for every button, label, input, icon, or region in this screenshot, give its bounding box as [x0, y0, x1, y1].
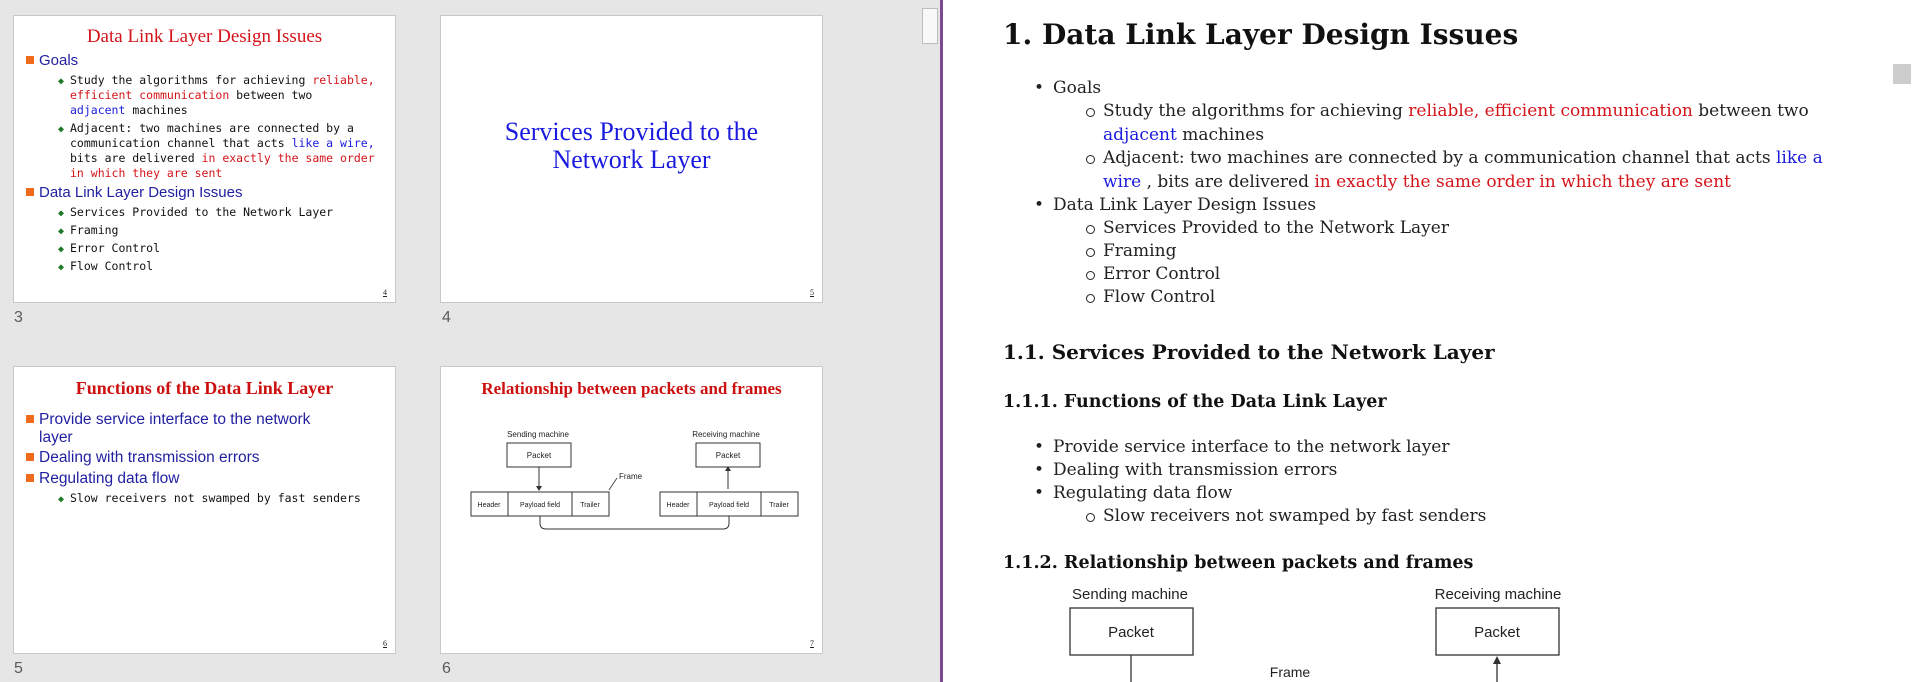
frame-label: Frame — [619, 472, 643, 481]
packet-label: Packet — [1108, 624, 1154, 641]
list-item: • Regulating data flow — [1053, 482, 1232, 505]
list-item: Study the algorithms for achieving reliable, efficient communication between two adjacent machines — [1103, 100, 1863, 147]
slide-sub-bullet: ◆ Study the algorithms for achieving reliable, — [58, 73, 375, 87]
slide-page-number: 7 — [810, 639, 814, 648]
svg-text:Trailer: Trailer — [769, 502, 789, 509]
sending-machine-label: Sending machine — [1072, 586, 1188, 603]
svg-text:Trailer: Trailer — [580, 502, 600, 509]
slide-title: Functions of the Data Link Layer — [75, 378, 334, 398]
heading-3: 1.1.1. Functions of the Data Link Layer — [1003, 392, 1387, 412]
slide-bullet: Provide service interface to the network — [39, 411, 310, 429]
document-scrollbar-thumb[interactable] — [1893, 64, 1911, 84]
list-item: • Dealing with transmission errors — [1053, 459, 1337, 482]
slide-sub-bullet-cont: bits are delivered in exactly the same order — [70, 151, 375, 165]
slide-bullet-cont: layer — [39, 429, 73, 446]
list-item: • Data Link Layer Design Issues — [1053, 194, 1316, 217]
frame-label: Frame — [1269, 664, 1311, 680]
list-item: Framing — [1103, 240, 1863, 264]
slide-page-number: 6 — [383, 639, 387, 648]
packet-frame-diagram — [1060, 582, 1580, 682]
slide-thumbnail-3[interactable] — [13, 15, 396, 303]
slide-sub-bullet-cont: efficient communication between two — [70, 88, 313, 102]
receiving-machine-label: Receiving machine — [1434, 586, 1562, 603]
slide-sub-bullet: ◆ Services Provided to the Network Layer — [58, 205, 334, 219]
sending-machine-label: Sending machine — [507, 430, 569, 439]
slide-frame-diagram — [441, 427, 823, 587]
slide-sub-bullet: ◆ Slow receivers not swamped by fast senders — [58, 491, 361, 505]
slide-thumbnail-4[interactable] — [440, 15, 823, 303]
list-item: Services Provided to the Network Layer — [1103, 217, 1863, 241]
svg-text:Header: Header — [666, 502, 690, 509]
heading-3: 1.1.2. Relationship between packets and frames — [1003, 553, 1474, 573]
slide-thumbnail-6[interactable] — [440, 366, 823, 654]
slide-title: Data Link Layer Design Issues — [86, 26, 323, 47]
heading-1: 1. Data Link Layer Design Issues — [1003, 18, 1519, 51]
list-item: • Provide service interface to the network layer — [1053, 436, 1449, 459]
slide-sub-bullet: ◆ Framing — [58, 223, 119, 237]
packet-label: Packet — [1474, 624, 1520, 641]
document-pane[interactable] — [943, 0, 1914, 682]
slide-sub-bullet-cont: in which they are sent — [70, 166, 223, 180]
heading-2: 1.1. Services Provided to the Network Layer — [1003, 340, 1495, 364]
thumbnail-index: 4 — [442, 309, 451, 326]
slide-bullet: Regulating data flow — [39, 470, 179, 488]
slide-thumbnail-5[interactable] — [13, 366, 396, 654]
packet-label: Packet — [715, 451, 741, 460]
list-item: Slow receivers not swamped by fast senders — [1103, 505, 1863, 529]
list-item: Error Control — [1103, 263, 1863, 287]
pane-scrollbar-thumb[interactable] — [922, 8, 938, 44]
slide-thumbnail-pane[interactable] — [0, 0, 940, 682]
svg-text:Header: Header — [477, 502, 501, 509]
thumbnail-index: 6 — [442, 660, 451, 677]
slide-sub-bullet: ◆ Error Control — [58, 241, 161, 255]
slide-title: Services Provided to the Network Layer — [504, 117, 759, 174]
packet-label: Packet — [526, 451, 552, 460]
slide-bullet: Dealing with transmission errors — [39, 449, 260, 467]
slide-page-number: 5 — [810, 288, 814, 297]
svg-text:Payload field: Payload field — [519, 502, 561, 509]
receiving-machine-label: Receiving machine — [692, 430, 760, 439]
list-item: Flow Control — [1103, 286, 1863, 310]
thumbnail-index: 3 — [14, 309, 23, 326]
list-item: Adjacent: two machines are connected by a communication channel that acts like a wire , bits are delivered in exactly the same order in which they are sent — [1103, 147, 1863, 194]
slide-bullet: Data Link Layer Design Issues — [39, 184, 242, 202]
slide-sub-bullet-cont: adjacent machines — [70, 103, 188, 117]
slide-title: Relationship between packets and frames — [481, 379, 782, 398]
list-item: • Goals — [1053, 77, 1101, 100]
slide-sub-bullet: ◆ Flow Control — [58, 259, 154, 273]
svg-text:Payload field: Payload field — [708, 502, 750, 509]
slide-sub-bullet-cont: communication channel that acts like a wire, — [70, 136, 375, 150]
thumbnail-index: 5 — [14, 660, 23, 677]
slide-sub-bullet: ◆ Adjacent: two machines are connected by a — [58, 121, 354, 135]
slide-page-number: 4 — [383, 288, 387, 297]
slide-bullet: Goals — [39, 52, 78, 70]
